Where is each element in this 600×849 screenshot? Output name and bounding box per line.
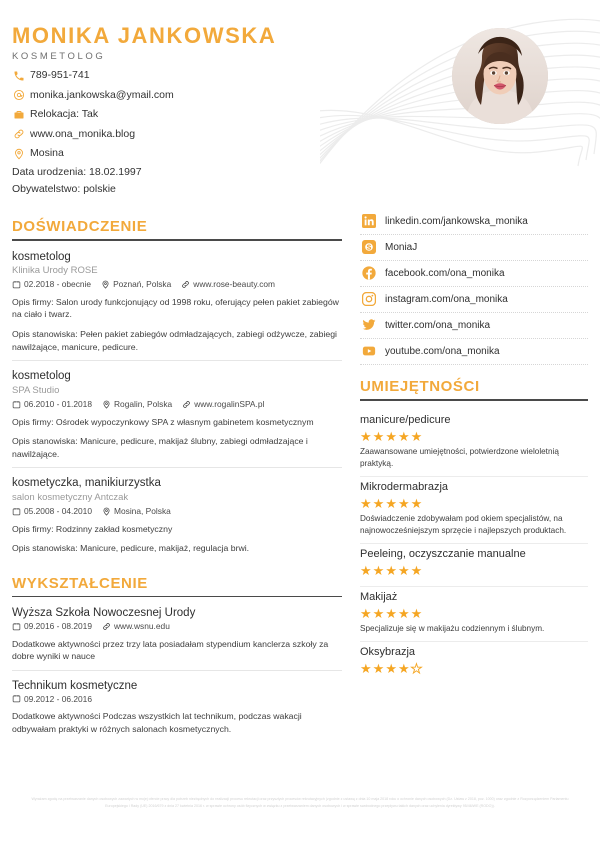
entry-meta-text: 06.2010 - 01.2018 bbox=[24, 398, 92, 409]
star-icon: ★ bbox=[410, 562, 424, 578]
social-link-value: twitter.com/ona_monika bbox=[385, 319, 491, 331]
star-icon: ★ bbox=[397, 562, 411, 578]
skill-description: Doświadczenie zdobywałam pod okiem specjalistów, na najnowocześniejszym sprzęcie i najlepszych produktach. bbox=[360, 513, 567, 535]
entry-meta-item bbox=[12, 622, 92, 631]
entry-meta-item bbox=[12, 694, 92, 703]
entry-paragraph: Opis stanowiska: Manicure, pedicure, makijaż ślubny, zabiegi odmładzające i nawilżające. bbox=[12, 436, 308, 459]
star-icon: ★ bbox=[372, 660, 386, 676]
link-icon bbox=[181, 280, 190, 289]
location-pin-icon bbox=[102, 400, 111, 409]
entry-organization: Klinika Urody ROSE bbox=[12, 264, 98, 276]
star-icon: ★ bbox=[360, 495, 373, 511]
experience-entry-list bbox=[12, 250, 342, 562]
skill-item bbox=[360, 410, 588, 476]
youtube-icon bbox=[362, 344, 376, 358]
entry-meta-text: 09.2012 - 06.2016 bbox=[24, 693, 92, 704]
skill-description: Zaawansowane umiejętności, potwierdzone wieloletnią praktyką. bbox=[360, 446, 559, 468]
contact-relocation-value: Relokacja: Tak bbox=[30, 108, 99, 121]
entry-meta-text: www.rogalinSPA.pl bbox=[194, 398, 265, 409]
skills-heading: UMIEJĘTNOŚCI bbox=[360, 378, 480, 395]
location-pin-icon bbox=[102, 507, 111, 516]
star-icon: ★ bbox=[360, 660, 373, 676]
entry-title: kosmetolog bbox=[12, 370, 71, 383]
contact-citizenship: Obywatelstwo: polskie bbox=[12, 182, 116, 195]
calendar-icon bbox=[12, 622, 21, 631]
contact-phone-value: 789-951-741 bbox=[30, 69, 90, 82]
experience-heading: DOŚWIADCZENIE bbox=[12, 218, 148, 235]
skill-item bbox=[360, 476, 588, 543]
star-icon: ★ bbox=[385, 428, 398, 444]
education-entry-list bbox=[12, 606, 342, 742]
entry-meta-item bbox=[102, 622, 170, 631]
entry-meta-item bbox=[12, 507, 92, 516]
star-icon: ★ bbox=[385, 562, 398, 578]
education-heading: WYKSZTAŁCENIE bbox=[12, 574, 148, 592]
calendar-icon bbox=[12, 280, 21, 289]
skill-name: Oksybrazja bbox=[360, 645, 416, 658]
social-link-youtube[interactable] bbox=[360, 339, 588, 365]
entry-paragraph: Opis firmy: Salon urody funkcjonujący od 1998 roku, oferujący pełen pakiet zabiegów na ciało i twarz. bbox=[12, 296, 339, 320]
facebook-icon bbox=[362, 266, 376, 280]
entry-meta bbox=[12, 400, 342, 409]
star-icon: ★ bbox=[397, 428, 411, 444]
contact-website-value: www.ona_monika.blog bbox=[30, 127, 136, 140]
entry-meta-item bbox=[102, 507, 171, 516]
skill-list bbox=[360, 410, 588, 684]
contact-location bbox=[12, 147, 342, 160]
star-icon: ★ bbox=[360, 428, 373, 444]
calendar-icon bbox=[12, 400, 21, 409]
skill-rating bbox=[360, 497, 588, 510]
entry-paragraph: Dodatkowe aktywności przez trzy lata posiadałam stypendium kanclerza szkoły za dobre wyniki w nauce bbox=[12, 638, 329, 662]
entry-title: Technikum kosmetyczne bbox=[12, 680, 138, 693]
section-divider bbox=[360, 399, 588, 401]
skill-name: Peeleing, oczyszczanie manualne bbox=[360, 547, 526, 560]
contact-birthdate: Data urodzenia: 18.02.1997 bbox=[12, 165, 142, 178]
contact-list bbox=[12, 69, 342, 194]
entry-meta-text: 02.2018 - obecnie bbox=[24, 279, 92, 290]
entry-meta-item bbox=[102, 400, 172, 409]
location-pin-icon bbox=[12, 147, 25, 160]
contact-location-value: Mosina bbox=[30, 147, 64, 160]
social-link-value: youtube.com/ona_monika bbox=[385, 345, 500, 357]
star-icon: ★ bbox=[372, 495, 386, 511]
job-subtitle: KOSMETOLOG bbox=[12, 51, 106, 63]
entry-meta-text: Rogalin, Polska bbox=[114, 398, 173, 409]
entry-paragraph: Opis firmy: Ośrodek wypoczynkowy SPA z własnym gabinetem kosmetycznym bbox=[12, 416, 314, 427]
social-link-value: MoniaJ bbox=[385, 241, 418, 253]
entry-meta-text: Mosina, Polska bbox=[114, 505, 171, 516]
skill-description: Specjalizuje się w makijażu codziennym i ślubnym. bbox=[360, 623, 545, 633]
star-icon: ★ bbox=[397, 605, 411, 621]
link-icon bbox=[182, 400, 191, 409]
link-icon bbox=[12, 128, 25, 141]
calendar-icon bbox=[12, 694, 21, 703]
star-icon: ★ bbox=[385, 605, 398, 621]
page-title: MONIKA JANKOWSKA bbox=[12, 23, 277, 48]
entry-title: Wyższa Szkoła Nowoczesnej Urody bbox=[12, 607, 196, 620]
star-icon: ★ bbox=[410, 495, 424, 511]
entry-meta-text: Poznań, Polska bbox=[113, 279, 172, 290]
entry-title: kosmetolog bbox=[12, 250, 71, 263]
entry-paragraph: Opis firmy: Rodzinny zakład kosmetyczny bbox=[12, 523, 173, 534]
star-icon: ★ bbox=[397, 495, 411, 511]
location-pin-icon bbox=[101, 280, 110, 289]
entry-organization: SPA Studio bbox=[12, 384, 60, 396]
entry-meta-text: 05.2008 - 04.2010 bbox=[24, 505, 92, 516]
star-icon: ★ bbox=[360, 605, 373, 621]
entry-meta-item bbox=[12, 280, 91, 289]
entry-meta bbox=[12, 694, 342, 703]
entry bbox=[12, 606, 342, 670]
social-link-value: instagram.com/ona_monika bbox=[385, 293, 508, 305]
cv-header bbox=[12, 24, 342, 201]
entry-meta-item bbox=[12, 400, 92, 409]
social-link-linkedin[interactable] bbox=[360, 212, 588, 235]
section-divider bbox=[12, 596, 342, 598]
social-link-value: facebook.com/ona_monika bbox=[385, 267, 505, 279]
entry bbox=[12, 250, 342, 361]
skill-name: manicure/pedicure bbox=[360, 413, 451, 426]
decorative-swirl-pattern bbox=[320, 0, 600, 215]
skill-name: Mikrodermabrazja bbox=[360, 480, 449, 493]
entry-title: kosmetyczka, manikiurzystka bbox=[12, 477, 161, 490]
star-icon: ★ bbox=[410, 660, 424, 676]
link-icon bbox=[102, 622, 111, 631]
social-link-skype[interactable] bbox=[360, 235, 588, 261]
contact-email-value: monika.jankowska@ymail.com bbox=[30, 88, 174, 101]
gdpr-consent-note: Wyrażam zgodę na przetwarzanie danych osobowych zawartych w mojej ofercie pracy dla potrzeb niezbędnych do realizacji procesu rekrutacji oraz przyszłych procesów rekrutacyjnych (zgodnie z ustawą z dnia 10 maja 2018 roku o ochronie danych osobowych (Dz. Ustaw z 2018, poz. 1000) oraz zgodnie z Rozporządzeniem Parlamentu Europejskiego i Rady (UE) 2016/679 z dnia 27 kwietnia 2016 r. w sprawie ochrony osób fizycznych w związku z przetwarzaniem danych osobowych i w sprawie swobodnego przepływu takich danych oraz uchylenia dyrektywy 95/46/WE (RODO)). bbox=[31, 797, 569, 808]
star-icon: ★ bbox=[410, 428, 424, 444]
social-link-value: linkedin.com/jankowska_monika bbox=[385, 215, 528, 227]
entry-meta-item bbox=[182, 400, 264, 409]
entry bbox=[12, 670, 342, 743]
contact-relocation bbox=[12, 108, 342, 121]
skill-name: Makijaż bbox=[360, 590, 398, 603]
section-divider bbox=[12, 239, 342, 241]
left-column bbox=[12, 218, 342, 743]
skill-rating bbox=[360, 430, 588, 443]
phone-icon bbox=[12, 69, 25, 82]
social-links-list bbox=[360, 212, 588, 365]
email-icon bbox=[12, 89, 25, 102]
entry-meta-item bbox=[101, 280, 171, 289]
skill-item bbox=[360, 641, 588, 684]
skill-rating bbox=[360, 607, 588, 620]
contact-website[interactable] bbox=[12, 128, 342, 141]
star-icon: ★ bbox=[385, 495, 398, 511]
skill-rating bbox=[360, 662, 588, 675]
section-experience bbox=[12, 218, 342, 562]
contact-email[interactable] bbox=[12, 89, 342, 102]
entry-paragraph: Opis stanowiska: Manicure, pedicure, makijaż, regulacja brwi. bbox=[12, 543, 250, 554]
entry-organization: salon kosmetyczny Antczak bbox=[12, 491, 129, 503]
twitter-icon bbox=[362, 318, 376, 332]
right-column bbox=[360, 212, 588, 684]
star-icon: ★ bbox=[410, 605, 424, 621]
instagram-icon bbox=[362, 292, 376, 306]
social-link-twitter[interactable] bbox=[360, 313, 588, 339]
entry-meta bbox=[12, 507, 342, 516]
section-education bbox=[12, 575, 342, 743]
section-skills bbox=[360, 378, 588, 684]
social-link-facebook[interactable] bbox=[360, 261, 588, 287]
skill-item bbox=[360, 543, 588, 586]
star-icon: ★ bbox=[385, 660, 398, 676]
avatar bbox=[452, 28, 548, 124]
briefcase-icon bbox=[12, 108, 25, 121]
entry bbox=[12, 360, 342, 467]
linkedin-icon bbox=[362, 214, 376, 228]
star-icon: ★ bbox=[360, 562, 373, 578]
star-icon: ★ bbox=[372, 562, 386, 578]
star-icon: ★ bbox=[397, 660, 411, 676]
entry-meta-text: www.wsnu.edu bbox=[114, 621, 170, 632]
star-icon: ★ bbox=[372, 428, 386, 444]
skype-icon bbox=[362, 240, 376, 254]
entry-meta bbox=[12, 622, 342, 631]
entry-paragraph: Dodatkowe aktywności Podczas wszystkich lat technikum, podczas wakacji odbywałam praktyki w różnych salonach kosmetycznych. bbox=[12, 711, 302, 734]
social-link-instagram[interactable] bbox=[360, 287, 588, 313]
star-icon: ★ bbox=[372, 605, 386, 621]
contact-phone[interactable] bbox=[12, 69, 342, 82]
entry bbox=[12, 467, 342, 561]
entry-meta-text: 09.2016 - 08.2019 bbox=[24, 621, 92, 632]
entry-meta-text: www.rose-beauty.com bbox=[193, 279, 276, 290]
entry-meta-item bbox=[181, 280, 275, 289]
skill-rating bbox=[360, 564, 588, 577]
skill-item bbox=[360, 586, 588, 641]
entry-paragraph: Opis stanowiska: Pełen pakiet zabiegów odmładzających, zabiegi odżywcze, zabiegi nawilżające, manicure, pedicure. bbox=[12, 329, 337, 352]
calendar-icon bbox=[12, 507, 21, 516]
entry-meta bbox=[12, 280, 342, 289]
